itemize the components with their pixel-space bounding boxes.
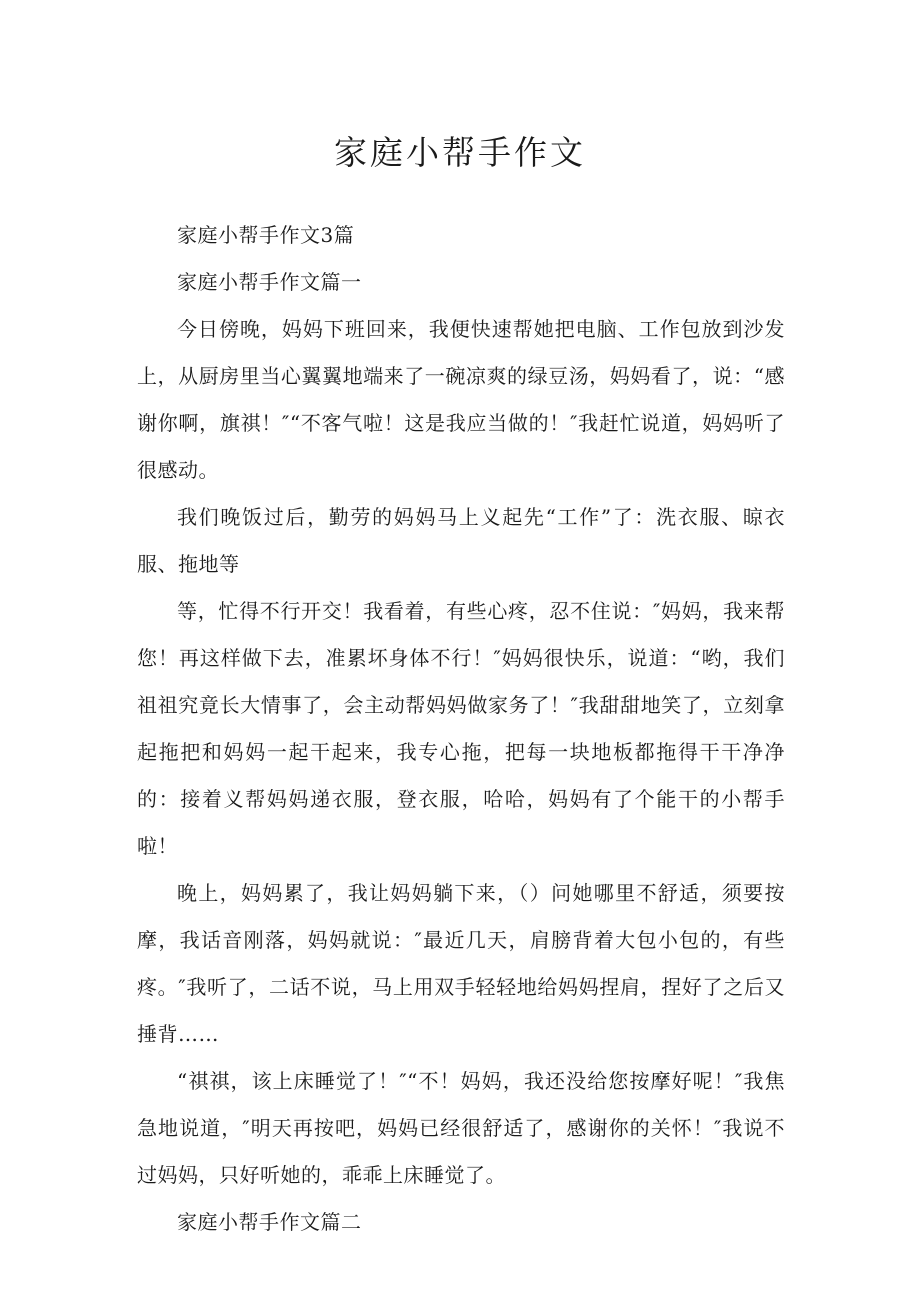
section-heading-two: 家庭小帮手作文篇二 xyxy=(177,1210,362,1234)
section-heading-one: 家庭小帮手作文篇一 xyxy=(177,270,362,294)
paragraph-4: 晚上，妈妈累了，我让妈妈躺下来，（）问她哪里不舒适，须要按摩，我话音刚落，妈妈就说：″最近几天，肩膀背着大包小包的，有些疼。″我听了，二话不说，马上用双手轻轻地给妈妈捏肩，捏好了之后又捶背…… xyxy=(137,881,785,1046)
paragraph-2: 我们晚饭过后，勤劳的妈妈马上义起先“工作”了：洗衣服、晾衣服、拖地等 xyxy=(137,505,785,576)
document-title: 家庭小帮手作文 xyxy=(334,133,586,172)
document-body xyxy=(137,212,785,1246)
paragraph-3: 等，忙得不行开交！我看着，有些心疼，忍不住说：″妈妈，我来帮您！再这样做下去，准累坏身体不行！″妈妈很快乐，说道：“哟，我们祖祖究竟长大情事了，会主动帮妈妈做家务了！″我甜甜地笑了，立刻拿起拖把和妈妈一起干起来，我专心拖，把每一块地板都拖得干干净净的：接着义帮妈妈递衣服，登衣服，哈哈，妈妈有了个能干的小帮手啦！ xyxy=(137,599,785,858)
paragraph-5: “祺祺，该上床睡觉了！″“不！妈妈，我还没给您按摩好呢！″我焦急地说道，″明天再按吧，妈妈已经很舒适了，感谢你的关怀！″我说不过妈妈，只好听她的，乖乖上床睡觉了。 xyxy=(137,1069,785,1187)
paragraph-1: 今日傍晚，妈妈下班回来，我便快速帮她把电脑、工作包放到沙发上，从厨房里当心翼翼地端来了一碗凉爽的绿豆汤，妈妈看了，说：“感谢你啊，旗祺！″“不客气啦！这是我应当做的！″我赶忙说道，妈妈听了很感动。 xyxy=(137,317,785,482)
collection-heading: 家庭小帮手作文3篇 xyxy=(177,223,355,247)
